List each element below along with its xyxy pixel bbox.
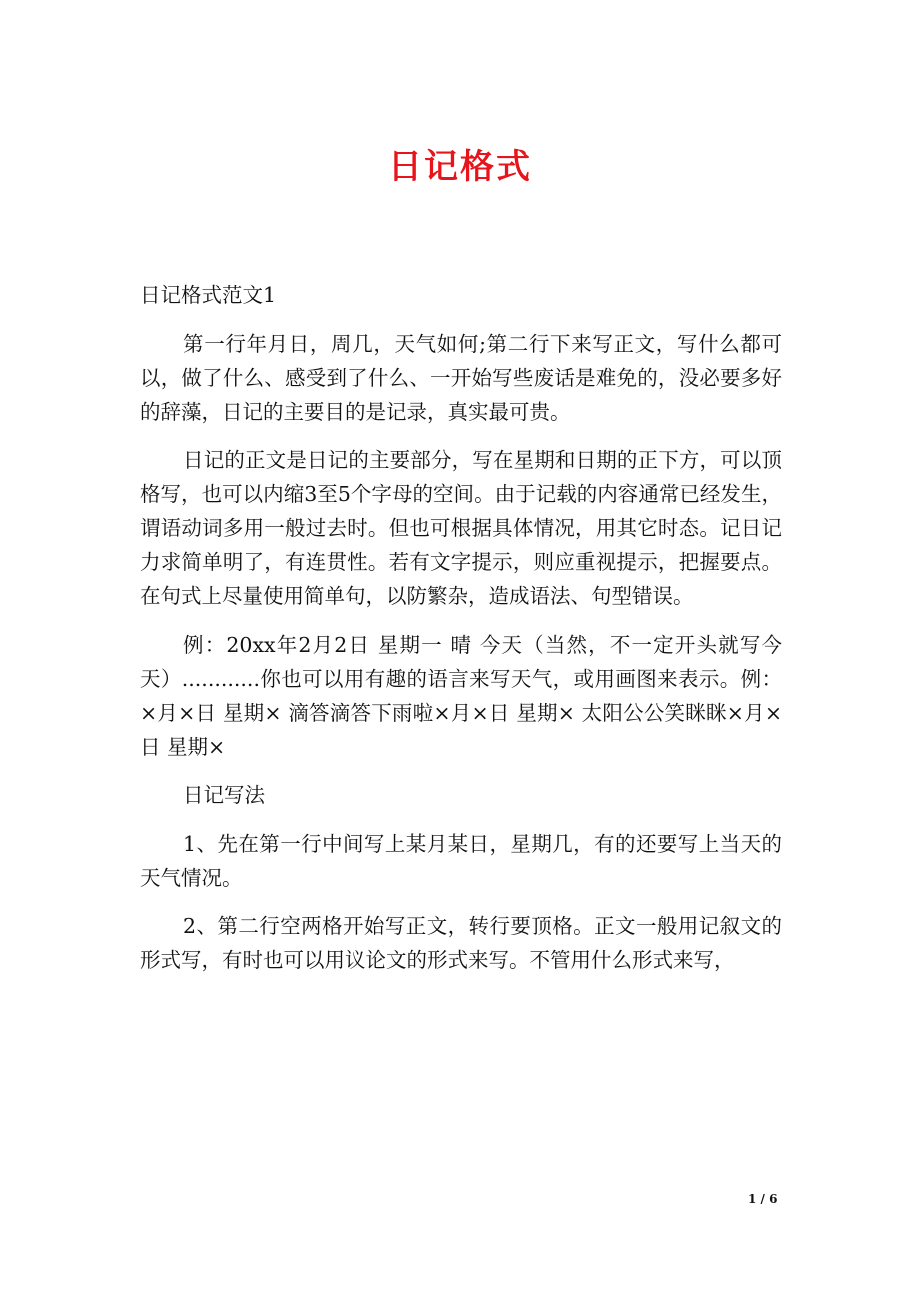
page-number: 1 / 6 xyxy=(748,1192,778,1206)
document-title: 日记格式 xyxy=(388,147,532,187)
paragraph: 第一行年月日，周几，天气如何;第二行下来写正文，写什么都可以，做了什么、感受到了什么、一开始写些废话是难免的，没必要多好的辞藻，日记的主要目的是记录，真实最可贵。 xyxy=(140,331,782,424)
paragraph: 2、第二行空两格开始写正文，转行要顶格。正文一般用记叙文的形式写，有时也可以用议论文的形式来写。不管用什么形式来写， xyxy=(140,914,782,972)
paragraph: 日记的正文是日记的主要部分，写在星期和日期的正下方，可以顶格写，也可以内缩3至5个字母的空间。由于记载的内容通常已经发生，谓语动词多用一般过去时。但也可根据具体情况，用其它时态。记日记力求简单明了，有连贯性。若有文字提示，则应重视提示，把握要点。在句式上尽量使用简单句，以防繁杂，造成语法、句型错误。 xyxy=(140,448,782,608)
document-body xyxy=(140,278,782,992)
paragraph: 例：20xx年2月2日 星期一 晴 今天（当然，不一定开头就写今天）............你也可以用有趣的语言来写天气，或用画图来表示。例：×月×日 星期× 滴答滴答下雨啦×月×日 星期× 太阳公公笑眯眯×月×日 星期× xyxy=(140,632,782,759)
paragraph: 1、先在第一行中间写上某月某日，星期几，有的还要写上当天的天气情况。 xyxy=(140,831,782,890)
section-heading: 日记格式范文1 xyxy=(140,283,277,307)
subsection-heading: 日记写法 xyxy=(183,783,266,807)
